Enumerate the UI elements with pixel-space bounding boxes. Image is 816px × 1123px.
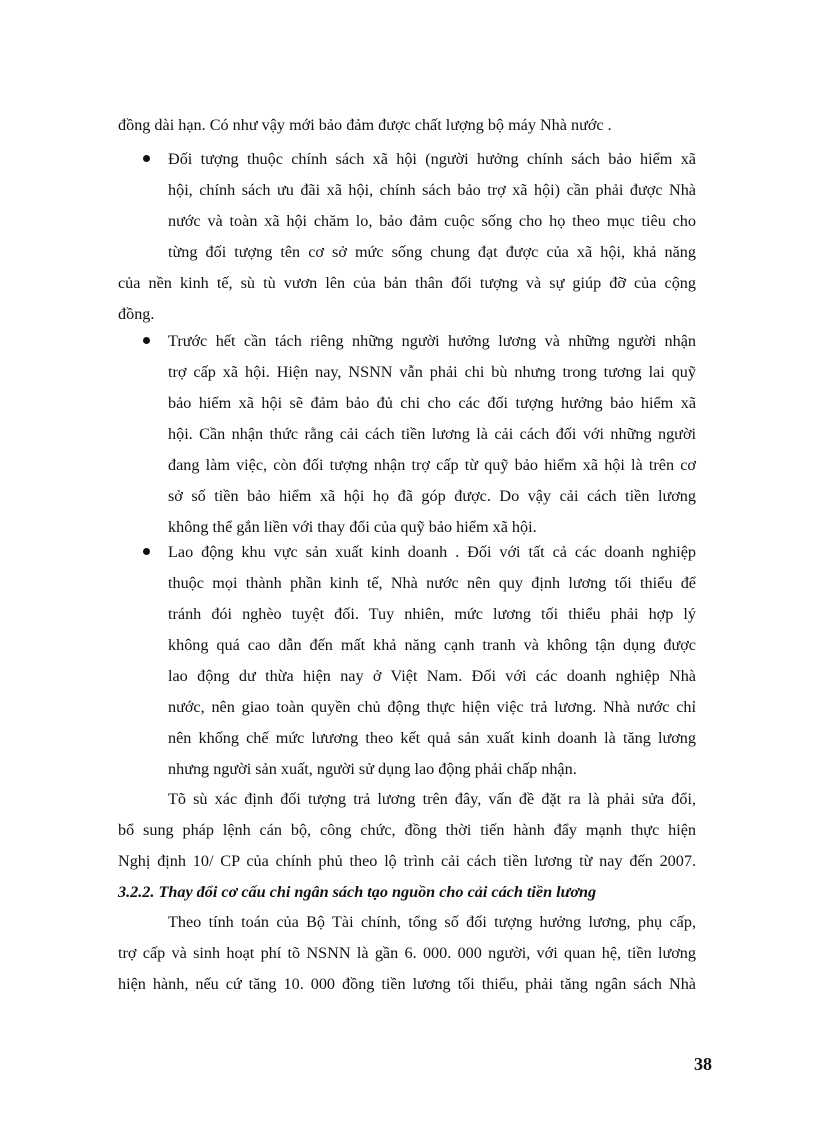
text-line: hội, chính sách ưu đãi xã hội, chính sách bảo trợ xã hội) cần phải được Nhà [168, 181, 696, 199]
text-line: đang làm việc, còn đối tượng nhận trợ cấp từ quỹ bảo hiểm xã hội là trên cơ [168, 456, 696, 474]
bullet-icon [143, 337, 150, 344]
text-line: Nghị định 10/ CP của chính phủ theo lộ trình cải cách tiền lương từ nay đến 2007. [118, 852, 696, 870]
page-number: 38 [694, 1054, 712, 1074]
text-line: đồng dài hạn. Có như vậy mới bảo đảm được chất lượng bộ máy Nhà nước . [118, 116, 612, 134]
text-line: Theo tính toán của Bộ Tài chính, tổng số đối tượng hưởng lương, phụ cấp, [168, 913, 696, 931]
text-line: bổ sung pháp lệnh cán bộ, công chức, đồng thời tiến hành đẩy mạnh thực hiện [118, 821, 696, 839]
text-line: đồng. [118, 305, 155, 323]
text-line: thuộc mọi thành phần kinh tế, Nhà nước nên quy định lương tối thiểu để [168, 574, 696, 592]
text-line: nhưng người sản xuất, người sử dụng lao động phải chấp nhận. [168, 760, 577, 778]
text-line: từng đối tượng tên cơ sở mức sống chung đạt được của xã hội, khả năng [168, 243, 696, 261]
text-line: nên khống chế mức lưương theo kết quả sản xuất kinh doanh là tăng lương [168, 729, 696, 747]
text-line: Trước hết cần tách riêng những người hưởng lương và những người nhận [168, 332, 696, 350]
text-line: nước, nên giao toàn quyền chủ động thực hiện việc trả lương. Nhà nước chỉ [168, 698, 696, 716]
text-line: Lao động khu vực sản xuất kinh doanh . Đối với tất cả các doanh nghiệp [168, 543, 696, 561]
text-line: lao động dư thừa hiện nay ở Việt Nam. Đối với các doanh nghiệp Nhà [168, 667, 696, 685]
text-line: sở số tiền bảo hiểm xã hội họ đã góp được. Do vậy cải cách tiền lương [168, 487, 696, 505]
text-line: không thể gắn liền với thay đổi của quỹ bảo hiểm xã hội. [168, 518, 537, 536]
text-line: trợ cấp và sinh hoạt phí tõ NSNN là gần 6. 000. 000 người, với quan hệ, tiền lương [118, 944, 696, 962]
text-line: hiện hành, nếu cứ tăng 10. 000 đồng tiền lương tối thiểu, phải tăng ngân sách Nhà [118, 975, 696, 993]
text-line: trợ cấp xã hội. Hiện nay, NSNN vẫn phải chi bù nhưng trong tương lai quỹ [168, 363, 696, 381]
text-line: không quá cao dẫn đến mất khả năng cạnh tranh và không tận dụng được [168, 636, 696, 654]
text-line: nước và toàn xã hội chăm lo, bảo đảm cuộc sống cho họ theo mục tiêu cho [168, 212, 696, 230]
text-line: của nền kinh tế, sù tù vươn lên của bản thân đối tượng và sự giúp đỡ của cộng [118, 274, 696, 292]
text-line: tránh đói nghèo tuyệt đối. Tuy nhiên, mức lương tối thiểu phải hợp lý [168, 605, 696, 623]
bullet-icon [143, 155, 150, 162]
text-line: Đối tượng thuộc chính sách xã hội (người hưởng chính sách bảo hiểm xã [168, 150, 696, 168]
text-line: Tõ sù xác định đối tượng trả lương trên đây, vấn đề đặt ra là phải sửa đổi, [168, 790, 696, 808]
section-heading: 3.2.2. Thay đổi cơ cấu chi ngân sách tạo nguồn cho cải cách tiền lương [118, 883, 597, 901]
text-line: bảo hiểm xã hội sẽ đảm bảo đủ chi cho các đối tượng hưởng bảo hiểm xã [168, 394, 696, 412]
bullet-icon [143, 548, 150, 555]
text-line: hội. Cần nhận thức rằng cải cách tiền lương là cải cách đối với những người [168, 425, 696, 443]
